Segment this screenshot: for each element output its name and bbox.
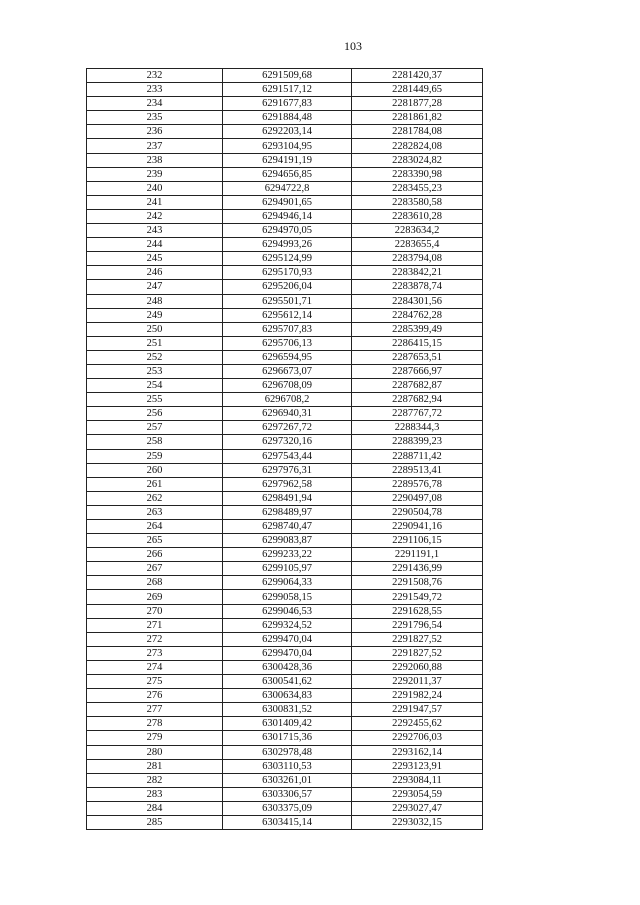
y-coordinate-cell: 2293027,47 xyxy=(352,801,483,815)
y-coordinate-cell: 2288344,3 xyxy=(352,421,483,435)
y-coordinate-cell: 2283842,21 xyxy=(352,266,483,280)
y-coordinate-cell: 2283634,2 xyxy=(352,224,483,238)
x-coordinate-cell: 6301715,36 xyxy=(223,731,352,745)
table-row xyxy=(87,477,483,491)
x-coordinate-cell: 6300541,62 xyxy=(223,675,352,689)
x-coordinate-cell: 6294946,14 xyxy=(223,209,352,223)
x-coordinate-cell: 6299470,04 xyxy=(223,646,352,660)
table-row xyxy=(87,745,483,759)
x-coordinate-cell: 6294191,19 xyxy=(223,153,352,167)
table-row xyxy=(87,195,483,209)
table-row xyxy=(87,505,483,519)
point-number-cell: 254 xyxy=(87,379,223,393)
point-number-cell: 257 xyxy=(87,421,223,435)
table-row xyxy=(87,703,483,717)
x-coordinate-cell: 6299058,15 xyxy=(223,590,352,604)
point-number-cell: 245 xyxy=(87,252,223,266)
y-coordinate-cell: 2293162,14 xyxy=(352,745,483,759)
x-coordinate-cell: 6299083,87 xyxy=(223,534,352,548)
y-coordinate-cell: 2283580,58 xyxy=(352,195,483,209)
point-number-cell: 272 xyxy=(87,632,223,646)
x-coordinate-cell: 6299470,04 xyxy=(223,632,352,646)
point-number-cell: 255 xyxy=(87,393,223,407)
x-coordinate-cell: 6297543,44 xyxy=(223,449,352,463)
point-number-cell: 277 xyxy=(87,703,223,717)
table-row xyxy=(87,407,483,421)
x-coordinate-cell: 6303306,57 xyxy=(223,787,352,801)
table-row xyxy=(87,815,483,829)
table-row xyxy=(87,97,483,111)
x-coordinate-cell: 6295706,13 xyxy=(223,336,352,350)
x-coordinate-cell: 6294970,05 xyxy=(223,224,352,238)
y-coordinate-cell: 2291827,52 xyxy=(352,632,483,646)
table-row xyxy=(87,167,483,181)
table-row xyxy=(87,83,483,97)
x-coordinate-cell: 6303375,09 xyxy=(223,801,352,815)
table-row xyxy=(87,449,483,463)
y-coordinate-cell: 2287682,87 xyxy=(352,379,483,393)
point-number-cell: 281 xyxy=(87,759,223,773)
x-coordinate-cell: 6298489,97 xyxy=(223,505,352,519)
x-coordinate-cell: 6299064,33 xyxy=(223,576,352,590)
y-coordinate-cell: 2281420,37 xyxy=(352,69,483,83)
table-row xyxy=(87,266,483,280)
y-coordinate-cell: 2287767,72 xyxy=(352,407,483,421)
x-coordinate-cell: 6292203,14 xyxy=(223,125,352,139)
table-row xyxy=(87,111,483,125)
table-row xyxy=(87,153,483,167)
table-row xyxy=(87,787,483,801)
point-number-cell: 263 xyxy=(87,505,223,519)
y-coordinate-cell: 2283455,23 xyxy=(352,181,483,195)
point-number-cell: 248 xyxy=(87,294,223,308)
y-coordinate-cell: 2292455,62 xyxy=(352,717,483,731)
point-number-cell: 268 xyxy=(87,576,223,590)
y-coordinate-cell: 2292060,88 xyxy=(352,660,483,674)
point-number-cell: 241 xyxy=(87,195,223,209)
point-number-cell: 253 xyxy=(87,364,223,378)
point-number-cell: 285 xyxy=(87,815,223,829)
table-row xyxy=(87,181,483,195)
y-coordinate-cell: 2291436,99 xyxy=(352,562,483,576)
y-coordinate-cell: 2290504,78 xyxy=(352,505,483,519)
table-row xyxy=(87,491,483,505)
point-number-cell: 247 xyxy=(87,280,223,294)
y-coordinate-cell: 2281877,28 xyxy=(352,97,483,111)
x-coordinate-cell: 6296708,2 xyxy=(223,393,352,407)
y-coordinate-cell: 2281449,65 xyxy=(352,83,483,97)
y-coordinate-cell: 2291106,15 xyxy=(352,534,483,548)
point-number-cell: 261 xyxy=(87,477,223,491)
point-number-cell: 267 xyxy=(87,562,223,576)
y-coordinate-cell: 2283610,28 xyxy=(352,209,483,223)
y-coordinate-cell: 2288399,23 xyxy=(352,435,483,449)
table-row xyxy=(87,364,483,378)
x-coordinate-cell: 6299233,22 xyxy=(223,548,352,562)
table-row xyxy=(87,435,483,449)
point-number-cell: 249 xyxy=(87,308,223,322)
y-coordinate-cell: 2284301,56 xyxy=(352,294,483,308)
point-number-cell: 242 xyxy=(87,209,223,223)
y-coordinate-cell: 2289513,41 xyxy=(352,463,483,477)
point-number-cell: 238 xyxy=(87,153,223,167)
table-row xyxy=(87,604,483,618)
x-coordinate-cell: 6294901,65 xyxy=(223,195,352,209)
x-coordinate-cell: 6297976,31 xyxy=(223,463,352,477)
table-row xyxy=(87,801,483,815)
point-number-cell: 234 xyxy=(87,97,223,111)
point-number-cell: 250 xyxy=(87,322,223,336)
table-row xyxy=(87,252,483,266)
y-coordinate-cell: 2284762,28 xyxy=(352,308,483,322)
point-number-cell: 256 xyxy=(87,407,223,421)
point-number-cell: 240 xyxy=(87,181,223,195)
x-coordinate-cell: 6291509,68 xyxy=(223,69,352,83)
y-coordinate-cell: 2283794,08 xyxy=(352,252,483,266)
point-number-cell: 237 xyxy=(87,139,223,153)
table-row xyxy=(87,675,483,689)
y-coordinate-cell: 2293123,91 xyxy=(352,759,483,773)
x-coordinate-cell: 6296594,95 xyxy=(223,350,352,364)
y-coordinate-cell: 2291191,1 xyxy=(352,548,483,562)
point-number-cell: 252 xyxy=(87,350,223,364)
point-number-cell: 276 xyxy=(87,689,223,703)
x-coordinate-cell: 6299105,97 xyxy=(223,562,352,576)
table-row xyxy=(87,759,483,773)
y-coordinate-cell: 2291796,54 xyxy=(352,618,483,632)
point-number-cell: 236 xyxy=(87,125,223,139)
table-row xyxy=(87,125,483,139)
page-number: 103 xyxy=(344,39,362,53)
x-coordinate-cell: 6296708,09 xyxy=(223,379,352,393)
y-coordinate-cell: 2292011,37 xyxy=(352,675,483,689)
y-coordinate-cell: 2283390,98 xyxy=(352,167,483,181)
table-row xyxy=(87,731,483,745)
table-row xyxy=(87,618,483,632)
y-coordinate-cell: 2283655,4 xyxy=(352,238,483,252)
y-coordinate-cell: 2287682,94 xyxy=(352,393,483,407)
point-number-cell: 282 xyxy=(87,773,223,787)
x-coordinate-cell: 6299324,52 xyxy=(223,618,352,632)
table-row xyxy=(87,463,483,477)
y-coordinate-cell: 2287653,51 xyxy=(352,350,483,364)
table-row xyxy=(87,421,483,435)
table-row xyxy=(87,646,483,660)
y-coordinate-cell: 2287666,97 xyxy=(352,364,483,378)
x-coordinate-cell: 6299046,53 xyxy=(223,604,352,618)
table-row xyxy=(87,632,483,646)
y-coordinate-cell: 2292706,03 xyxy=(352,731,483,745)
point-number-cell: 279 xyxy=(87,731,223,745)
y-coordinate-cell: 2291508,76 xyxy=(352,576,483,590)
y-coordinate-cell: 2290941,16 xyxy=(352,520,483,534)
point-number-cell: 246 xyxy=(87,266,223,280)
table-row xyxy=(87,322,483,336)
x-coordinate-cell: 6303110,53 xyxy=(223,759,352,773)
y-coordinate-cell: 2286415,15 xyxy=(352,336,483,350)
point-number-cell: 265 xyxy=(87,534,223,548)
x-coordinate-cell: 6297267,72 xyxy=(223,421,352,435)
table-row xyxy=(87,520,483,534)
table-row xyxy=(87,224,483,238)
table-row xyxy=(87,689,483,703)
y-coordinate-cell: 2291982,24 xyxy=(352,689,483,703)
x-coordinate-cell: 6296673,07 xyxy=(223,364,352,378)
x-coordinate-cell: 6303261,01 xyxy=(223,773,352,787)
table-row xyxy=(87,576,483,590)
x-coordinate-cell: 6293104,95 xyxy=(223,139,352,153)
point-number-cell: 269 xyxy=(87,590,223,604)
point-number-cell: 239 xyxy=(87,167,223,181)
y-coordinate-cell: 2293054,59 xyxy=(352,787,483,801)
x-coordinate-cell: 6295124,99 xyxy=(223,252,352,266)
y-coordinate-cell: 2283024,82 xyxy=(352,153,483,167)
y-coordinate-cell: 2293032,15 xyxy=(352,815,483,829)
table-row xyxy=(87,548,483,562)
x-coordinate-cell: 6303415,14 xyxy=(223,815,352,829)
table-row xyxy=(87,562,483,576)
x-coordinate-cell: 6295501,71 xyxy=(223,294,352,308)
y-coordinate-cell: 2285399,49 xyxy=(352,322,483,336)
table-row xyxy=(87,590,483,604)
table-row xyxy=(87,350,483,364)
table-row xyxy=(87,336,483,350)
x-coordinate-cell: 6300634,83 xyxy=(223,689,352,703)
point-number-cell: 243 xyxy=(87,224,223,238)
x-coordinate-cell: 6300831,52 xyxy=(223,703,352,717)
y-coordinate-cell: 2291947,57 xyxy=(352,703,483,717)
table-row xyxy=(87,294,483,308)
table-row xyxy=(87,717,483,731)
point-number-cell: 273 xyxy=(87,646,223,660)
y-coordinate-cell: 2289576,78 xyxy=(352,477,483,491)
table-row xyxy=(87,773,483,787)
table-row xyxy=(87,238,483,252)
x-coordinate-cell: 6294656,85 xyxy=(223,167,352,181)
x-coordinate-cell: 6295206,04 xyxy=(223,280,352,294)
y-coordinate-cell: 2293084,11 xyxy=(352,773,483,787)
table-row xyxy=(87,660,483,674)
x-coordinate-cell: 6291677,83 xyxy=(223,97,352,111)
x-coordinate-cell: 6300428,36 xyxy=(223,660,352,674)
point-number-cell: 233 xyxy=(87,83,223,97)
point-number-cell: 283 xyxy=(87,787,223,801)
point-number-cell: 278 xyxy=(87,717,223,731)
y-coordinate-cell: 2291549,72 xyxy=(352,590,483,604)
point-number-cell: 251 xyxy=(87,336,223,350)
point-number-cell: 284 xyxy=(87,801,223,815)
x-coordinate-cell: 6298491,94 xyxy=(223,491,352,505)
x-coordinate-cell: 6295170,93 xyxy=(223,266,352,280)
point-number-cell: 274 xyxy=(87,660,223,674)
x-coordinate-cell: 6291884,48 xyxy=(223,111,352,125)
table-row xyxy=(87,379,483,393)
x-coordinate-cell: 6295612,14 xyxy=(223,308,352,322)
coordinates-table xyxy=(86,68,483,830)
table-row xyxy=(87,139,483,153)
point-number-cell: 270 xyxy=(87,604,223,618)
point-number-cell: 259 xyxy=(87,449,223,463)
x-coordinate-cell: 6297320,16 xyxy=(223,435,352,449)
point-number-cell: 271 xyxy=(87,618,223,632)
y-coordinate-cell: 2283878,74 xyxy=(352,280,483,294)
x-coordinate-cell: 6291517,12 xyxy=(223,83,352,97)
point-number-cell: 260 xyxy=(87,463,223,477)
point-number-cell: 262 xyxy=(87,491,223,505)
table-row xyxy=(87,209,483,223)
point-number-cell: 264 xyxy=(87,520,223,534)
x-coordinate-cell: 6294993,26 xyxy=(223,238,352,252)
table-row xyxy=(87,280,483,294)
x-coordinate-cell: 6298740,47 xyxy=(223,520,352,534)
coordinates-table-body xyxy=(87,69,483,830)
point-number-cell: 232 xyxy=(87,69,223,83)
x-coordinate-cell: 6295707,83 xyxy=(223,322,352,336)
x-coordinate-cell: 6294722,8 xyxy=(223,181,352,195)
y-coordinate-cell: 2281861,82 xyxy=(352,111,483,125)
y-coordinate-cell: 2291827,52 xyxy=(352,646,483,660)
x-coordinate-cell: 6302978,48 xyxy=(223,745,352,759)
point-number-cell: 280 xyxy=(87,745,223,759)
point-number-cell: 235 xyxy=(87,111,223,125)
x-coordinate-cell: 6301409,42 xyxy=(223,717,352,731)
y-coordinate-cell: 2290497,08 xyxy=(352,491,483,505)
x-coordinate-cell: 6297962,58 xyxy=(223,477,352,491)
x-coordinate-cell: 6296940,31 xyxy=(223,407,352,421)
point-number-cell: 266 xyxy=(87,548,223,562)
table-row xyxy=(87,534,483,548)
table-row xyxy=(87,393,483,407)
y-coordinate-cell: 2288711,42 xyxy=(352,449,483,463)
y-coordinate-cell: 2282824,08 xyxy=(352,139,483,153)
point-number-cell: 275 xyxy=(87,675,223,689)
table-row xyxy=(87,308,483,322)
y-coordinate-cell: 2281784,08 xyxy=(352,125,483,139)
point-number-cell: 244 xyxy=(87,238,223,252)
table-row xyxy=(87,69,483,83)
y-coordinate-cell: 2291628,55 xyxy=(352,604,483,618)
point-number-cell: 258 xyxy=(87,435,223,449)
